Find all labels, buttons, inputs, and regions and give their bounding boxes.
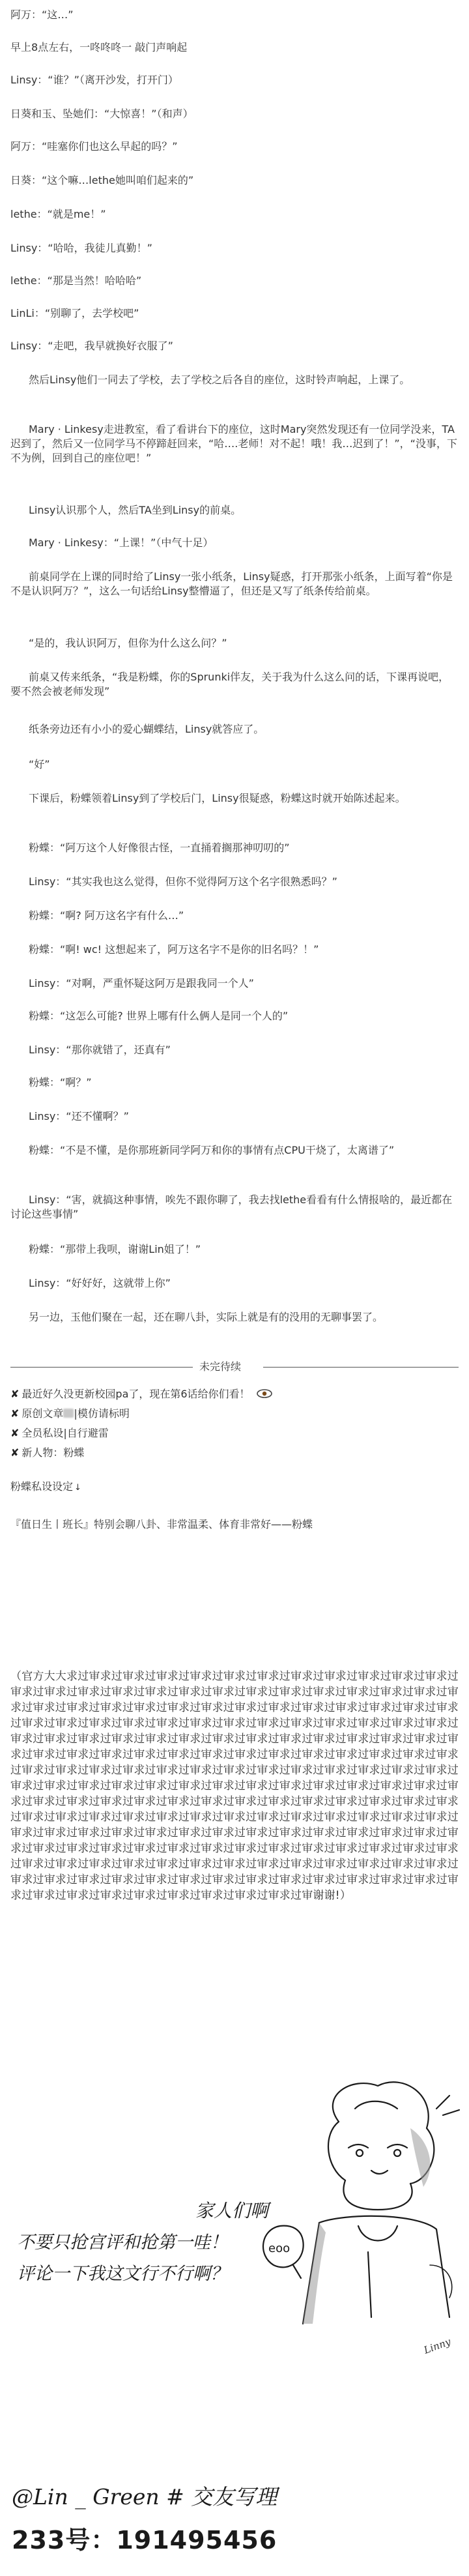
story-paragraph: Linsy：“还不懂啊？”: [29, 1110, 129, 1122]
note-original: ✘ 原创文章 |模仿请标明: [10, 1407, 130, 1420]
author-handle: @Lin _ Green # 交友写理: [12, 2484, 277, 2510]
handwritten-note-line3: 评论一下我这文行不行啊？: [17, 2264, 228, 2284]
note-new-character: ✘ 新人物：粉蝶: [10, 1446, 85, 1459]
x-mark-icon: ✘: [10, 1427, 20, 1439]
story-paragraph: 粉蝶：“啊？”: [29, 1076, 92, 1089]
story-paragraph: 前桌又传来纸条，“我是粉蝶，你的Sprunki伴友，关于我为什么这么问的话，下课再说吧，要不然会被老师发现”: [10, 671, 449, 697]
story-line: LinLi：“别聊了，去学校吧”: [10, 307, 139, 319]
story-paragraph: “好”: [29, 758, 50, 770]
story-line: lethe：“那是当然！哈哈哈”: [10, 274, 142, 287]
note-update: ✘ 最近好久没更新校园pa了，现在第6话给你们看！: [10, 1387, 459, 1401]
story-line: 阿万：“哇塞你们也这么早起的吗？”: [10, 140, 178, 153]
settings-description: 『值日生丨班长』特别会聊八卦、非常温柔、体育非常好——粉蝶: [10, 1518, 313, 1530]
svg-text:eoo: eoo: [268, 2242, 291, 2255]
down-arrow-icon: ↓: [74, 1483, 81, 1493]
author-notes: [10, 1387, 459, 1532]
story-line: 日葵：“这个嘛…lethe她叫咱们起来的”: [10, 174, 194, 186]
end-divider: [10, 1360, 459, 1374]
story-line: Linsy：“哈哈，我徒儿真勤！”: [10, 242, 152, 254]
artist-signature: Linny: [422, 2335, 453, 2356]
x-mark-icon: ✘: [10, 1446, 20, 1459]
story-line: Linsy：“走吧，我早就换好衣服了”: [10, 340, 173, 352]
story-paragraph: 粉蝶：“啊? 阿万这名字有什么…”: [29, 909, 184, 922]
story-line: 阿万：“这…”: [10, 8, 74, 21]
x-mark-icon: ✘: [10, 1407, 20, 1420]
divider-label: 未完待续: [199, 1360, 242, 1373]
story-paragraph: Linsy：“对啊，严重怀疑这阿万是跟我同一个人”: [29, 977, 254, 989]
handwritten-note-line2: 不要只抢宫评和抢第一哇！: [17, 2232, 228, 2253]
story-paragraph: Linsy认识那个人，然后TA坐到Linsy的前桌。: [29, 504, 242, 516]
story-paragraph: Mary · Linkesy：“上课！”（中气十足）: [29, 536, 214, 549]
story-paragraph: 粉蝶：“啊! wc! 这想起来了，阿万这名字不是你的旧名吗？！”: [29, 943, 319, 956]
story-paragraph: 然后Linsy他们一同去了学校，去了学校之后各自的座位，这时铃声响起，上课了。: [29, 373, 410, 386]
settings-title: 粉蝶私设设定 ↓: [10, 1480, 81, 1493]
divider-rule-right: [263, 1367, 459, 1368]
redacted-mark: [63, 1409, 74, 1418]
story-paragraph: 前桌同学在上课的同时给了Linsy一张小纸条，Linsy疑惑，打开那张小纸条，上面写着“你是不是认识阿万？”，这么一句话给Linsy整懵逼了，但还是又写了纸条传给前桌。: [10, 570, 453, 597]
story-paragraph: 下课后，粉蝶领着Linsy到了学校后门，Linsy很疑惑，粉蝶这时就开始陈述起来。: [29, 792, 406, 804]
story-paragraph: Linsy：“那你就错了，还真有”: [29, 1044, 171, 1056]
story-paragraph: 粉蝶：“阿万这个人好像很古怪，一直捅着搁那神叨叨的”: [29, 842, 290, 854]
story-line: Linsy：“谁？”（离开沙发，打开门）: [10, 74, 178, 86]
story-paragraph: 粉蝶：“那带上我呗，谢谢Lin姐了！”: [29, 1243, 201, 1255]
divider-rule-left: [10, 1367, 193, 1368]
story-paragraph: Mary · Linkesy走进教室，看了看讲台下的座位，这时Mary突然发现还有一位同学没来，TA迟到了，然后又一位同学马不停蹄赶回来，“哈….老师！对不起！哦！我…迟到了！”，“没事，下不为例，回到自己的座位吧！”: [10, 423, 457, 464]
author-account: 233号：191495456: [12, 2526, 277, 2554]
story-paragraph: Linsy：“好好好，这就带上你”: [29, 1277, 171, 1289]
handwritten-note-line1: 家人们啊: [195, 2200, 269, 2221]
note-warning: ✘ 全员私设|自行避雷: [10, 1427, 109, 1439]
eye-icon: [256, 1388, 273, 1399]
review-request-text: （官方大大求过审求过审求过审求过审求过审求过审求过审求过审求过审求过审求过审求过审求过审求过审求过审求过审求过审求过审求过审求过审求过审求过审求过审求过审求过审求过审求过审求过审求过审求过审求过审求过审求过审求过审求过审求过审求过审求过审求过审求过审求过审求过审求过审求过审求过审求过审求过审求过审求过审求过审求过审求过审求过审求过审求过审求过审求过审求过审求过审求过审求过审求过审求过审求过审求过审求过审求过审求过审求过审求过审求过审求过审求过审求过审求过审求过审求过审求过审求过审求过审求过审求过审求过审求过审求过审求过审求过审求过审求过审求过审求过审求过审求过审求过审求过审求过审求过审求过审求过审求过审求过审求过审求过审求过审求过审求过审求过审求过审求过审求过审求过审求过审求过审求过审求过审求过审求过审求过审求过审求过审求过审求过审求过审求过审求过审求过审求过审求过审求过审求过审求过审求过审求过审求过审求过审求过审求过审求过审求过审求过审求过审求过审求过审求过审求过审求过审求过审求过审求过审求过审求过审求过审求过审求过审求过审求过审求过审求过审求过审求过审求过审求过审求过审求过审求过审求过审求过审求过审求过审求过审求过审求过审求过审求过审求过审求过审求过审求过审求过审求过审求过审求过审求过审求过审求过审求过审求过审求过审求过审求过审求过审求过审求过审求过审谢谢!）: [10, 1670, 459, 1902]
story-paragraph: 粉蝶：“不是不懂，是你那班新同学阿万和你的事情有点CPU干烧了，太离谱了”: [29, 1144, 395, 1156]
story-line: 日葵和玉、坠她们：“大惊喜！”（和声）: [10, 108, 193, 120]
story-line: lethe：“就是me！”: [10, 208, 106, 220]
story-paragraph: Linsy：“其实我也这么觉得，但你不觉得阿万这个名字很熟悉吗？”: [29, 875, 337, 888]
story-paragraph: 另一边，玉他们聚在一起，还在聊八卦，实际上就是有的没用的无聊事罢了。: [29, 1311, 384, 1323]
story-paragraph: 纸条旁边还有小小的爱心蝴蝶结，Linsy就答应了。: [29, 723, 264, 735]
character-sketch-illustration: [241, 2070, 469, 2343]
x-mark-icon: ✘: [10, 1388, 20, 1400]
story-paragraph: Linsy：“害，就搞这种事情，唉先不跟你聊了，我去找lethe看看有什么情报啥的，最近都在讨论这些事情”: [10, 1193, 453, 1220]
story-paragraph: “是的，我认识阿万，但你为什么这么问？”: [29, 637, 227, 649]
story-paragraph: 粉蝶：“这怎么可能? 世界上哪有什么俩人是同一个人的”: [29, 1010, 289, 1022]
story-line: 早上8点左右，一咚咚咚一 敲门声响起: [10, 41, 188, 53]
